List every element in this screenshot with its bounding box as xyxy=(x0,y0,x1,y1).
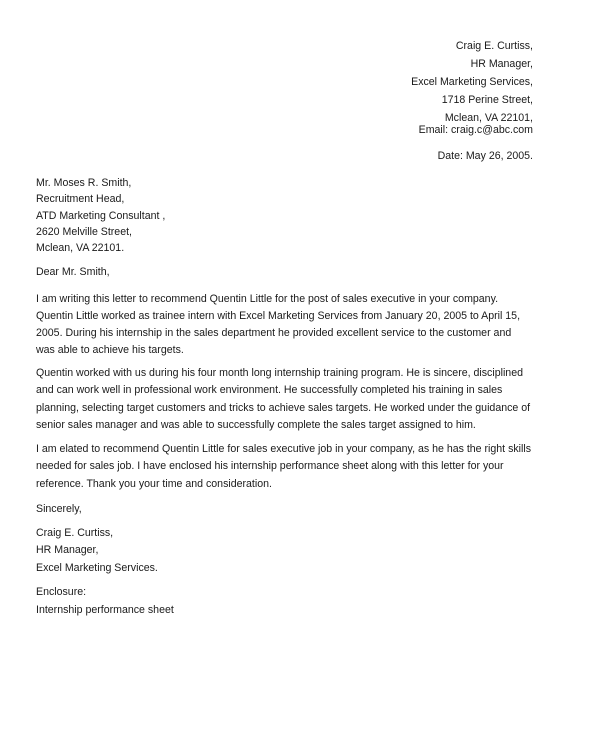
body-line: 2005. During his internship in the sales department he provided excellent service to the customer and xyxy=(36,327,512,339)
body-line: Quentin worked with us during his four month long internship training program. He is sincere, disciplined xyxy=(36,367,523,379)
recipient-line: Mr. Moses R. Smith, xyxy=(36,177,132,189)
recipient-line: Mclean, VA 22101. xyxy=(36,242,125,254)
closing: Sincerely, xyxy=(36,503,82,515)
body-line: senior sales manager and was able to successfully complete the sales target assigned to him. xyxy=(36,419,476,431)
body-line: needed for sales job. I have enclosed his internship performance sheet along with this letter for your xyxy=(36,460,504,472)
signature-title: HR Manager, xyxy=(36,544,99,556)
body-line: planning, selecting target customers and tricks to achieve sales targets. He worked under the guidance of xyxy=(36,402,531,414)
body-line: was able to achieve his targets. xyxy=(36,344,184,356)
sender-name: Craig E. Curtiss, xyxy=(455,40,533,52)
salutation: Dear Mr. Smith, xyxy=(36,266,110,278)
recipient-line: ATD Marketing Consultant , xyxy=(36,210,166,222)
sender-city: Mclean, VA 22101, xyxy=(444,112,533,124)
recipient-line: 2620 Melville Street, xyxy=(36,226,132,238)
body-line: Quentin Little worked as trainee intern with Excel Marketing Services from January 20, 2005 to April 15, xyxy=(36,310,521,322)
recipient-line: Recruitment Head, xyxy=(36,193,125,205)
signature-name: Craig E. Curtiss, xyxy=(36,527,114,539)
sender-title: HR Manager, xyxy=(470,58,533,70)
sender-company: Excel Marketing Services, xyxy=(411,76,533,88)
sender-email: Email: craig.c@abc.com xyxy=(418,124,533,136)
body-line: I am writing this letter to recommend Quentin Little for the post of sales executive in your company. xyxy=(36,293,499,305)
body-line: and can work well in professional work environment. He successfully completed his training in sales xyxy=(36,384,503,396)
body-line: I am elated to recommend Quentin Little for sales executive job in your company, as he has the right skills xyxy=(36,443,532,455)
sender-street: 1718 Perine Street, xyxy=(441,94,533,106)
letter-date: Date: May 26, 2005. xyxy=(437,150,533,162)
signature-company: Excel Marketing Services. xyxy=(36,562,158,574)
enclosure-item: Internship performance sheet xyxy=(36,604,174,616)
enclosure-label: Enclosure: xyxy=(36,586,87,598)
body-line: reference. Thank you your time and consideration. xyxy=(36,478,272,490)
